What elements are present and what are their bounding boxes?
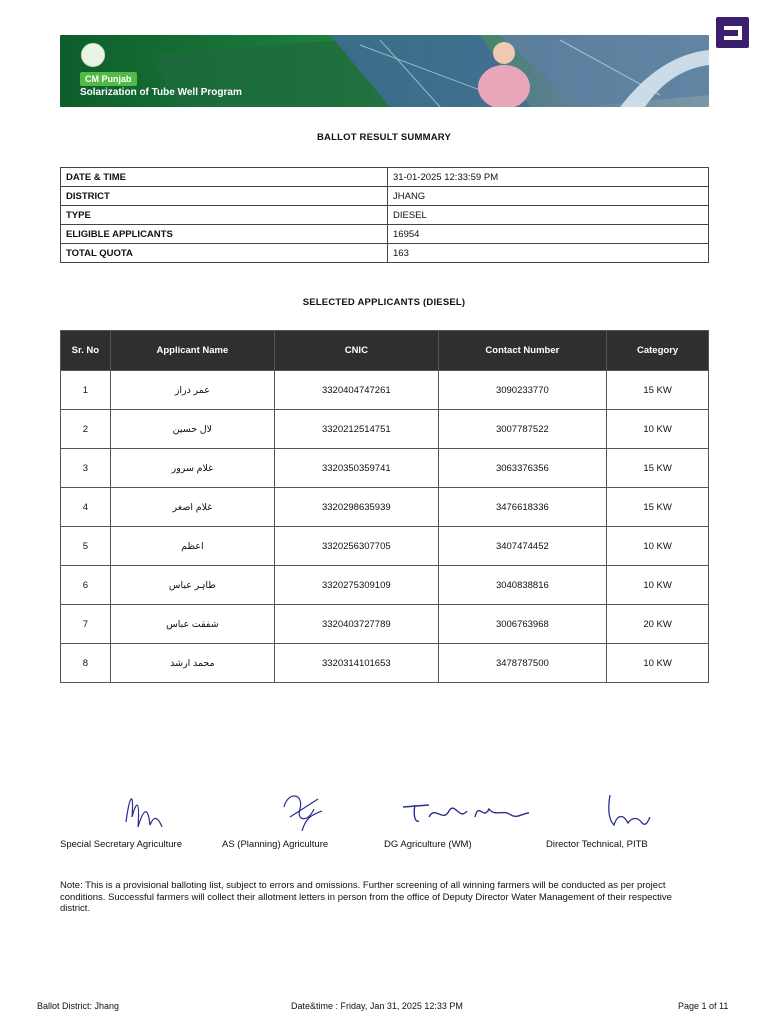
footer-page-number: Page 1 of 11 [678, 1001, 729, 1011]
contact-number: 3063376356 [438, 449, 607, 488]
summary-key: DATE & TIME [61, 168, 388, 187]
summary-value: 16954 [388, 225, 709, 244]
applicant-name: غلام اصغر [110, 488, 274, 527]
cnic: 3320350359741 [275, 449, 438, 488]
category: 10 KW [607, 644, 709, 683]
table-row [61, 527, 709, 566]
cnic: 3320403727789 [275, 605, 438, 644]
signatory-label: AS (Planning) Agriculture [222, 839, 329, 850]
serial-number: 6 [61, 566, 111, 605]
table-row [61, 488, 709, 527]
contact-number: 3007787522 [438, 410, 607, 449]
column-header: Contact Number [438, 331, 607, 371]
summary-key: TYPE [61, 206, 388, 225]
serial-number: 5 [61, 527, 111, 566]
footer-datetime: Date&time : Friday, Jan 31, 2025 12:33 PM [291, 1001, 463, 1011]
summary-row [61, 187, 709, 206]
program-title: Solarization of Tube Well Program [80, 87, 242, 98]
contact-number: 3040838816 [438, 566, 607, 605]
summary-row [61, 244, 709, 263]
cnic: 3320314101653 [275, 644, 438, 683]
table-row [61, 605, 709, 644]
disclaimer-note: Note: This is a provisional balloting list, subject to errors and omissions. Further screening of all winning farmers will be conducted as per project conditions. Successful farmers will collect their allotment letters in person from the office of Deputy Director Water Management of their respective district. [60, 880, 672, 914]
serial-number: 8 [61, 644, 111, 683]
serial-number: 4 [61, 488, 111, 527]
category: 20 KW [607, 605, 709, 644]
applicant-name: محمد ارشد [110, 644, 274, 683]
cnic: 3320256307705 [275, 527, 438, 566]
cnic: 3320404747261 [275, 371, 438, 410]
program-banner [60, 35, 709, 107]
category: 10 KW [607, 527, 709, 566]
contact-number: 3476618336 [438, 488, 607, 527]
page-title: BALLOT RESULT SUMMARY [316, 132, 452, 143]
column-header: CNIC [275, 331, 438, 371]
signatory-label: Director Technical, PITB [546, 839, 648, 850]
signature-dg-agriculture [399, 787, 534, 835]
applicants-title: SELECTED APPLICANTS (DIESEL) [302, 297, 466, 308]
summary-value: 31-01-2025 12:33:59 PM [388, 168, 709, 187]
signature-as-planning [278, 787, 328, 835]
signatory-label: Special Secretary Agriculture [60, 839, 182, 850]
table-row [61, 449, 709, 488]
column-header: Sr. No [61, 331, 111, 371]
signature-director-technical [600, 787, 652, 835]
table-row [61, 371, 709, 410]
summary-table [60, 167, 709, 263]
summary-value: DIESEL [388, 206, 709, 225]
applicants-table [60, 330, 709, 683]
table-row [61, 566, 709, 605]
serial-number: 1 [61, 371, 111, 410]
category: 15 KW [607, 371, 709, 410]
serial-number: 2 [61, 410, 111, 449]
summary-key: TOTAL QUOTA [61, 244, 388, 263]
contact-number: 3478787500 [438, 644, 607, 683]
summary-value: 163 [388, 244, 709, 263]
contact-number: 3090233770 [438, 371, 607, 410]
signature-special-secretary [118, 787, 168, 835]
serial-number: 7 [61, 605, 111, 644]
summary-key: ELIGIBLE APPLICANTS [61, 225, 388, 244]
pitb-logo [716, 17, 749, 48]
serial-number: 3 [61, 449, 111, 488]
applicant-name: غلام سرور [110, 449, 274, 488]
summary-row [61, 225, 709, 244]
summary-row [61, 168, 709, 187]
column-header: Category [607, 331, 709, 371]
column-header: Applicant Name [110, 331, 274, 371]
table-row [61, 410, 709, 449]
applicant-name: اعظم [110, 527, 274, 566]
summary-key: DISTRICT [61, 187, 388, 206]
contact-number: 3006763968 [438, 605, 607, 644]
cnic: 3320275309109 [275, 566, 438, 605]
punjab-emblem-icon [81, 43, 105, 67]
contact-number: 3407474452 [438, 527, 607, 566]
summary-value: JHANG [388, 187, 709, 206]
footer-district: Ballot District: Jhang [37, 1001, 120, 1011]
applicant-name: شفقت عباس [110, 605, 274, 644]
signatory-label: DG Agriculture (WM) [384, 839, 472, 850]
cnic: 3320212514751 [275, 410, 438, 449]
cm-punjab-badge: CM Punjab [80, 72, 137, 86]
category: 15 KW [607, 449, 709, 488]
applicant-name: لال حسین [110, 410, 274, 449]
applicant-name: طاہر عباس [110, 566, 274, 605]
category: 15 KW [607, 488, 709, 527]
applicant-name: عمر دراز [110, 371, 274, 410]
table-row [61, 644, 709, 683]
category: 10 KW [607, 566, 709, 605]
category: 10 KW [607, 410, 709, 449]
cnic: 3320298635939 [275, 488, 438, 527]
summary-row [61, 206, 709, 225]
